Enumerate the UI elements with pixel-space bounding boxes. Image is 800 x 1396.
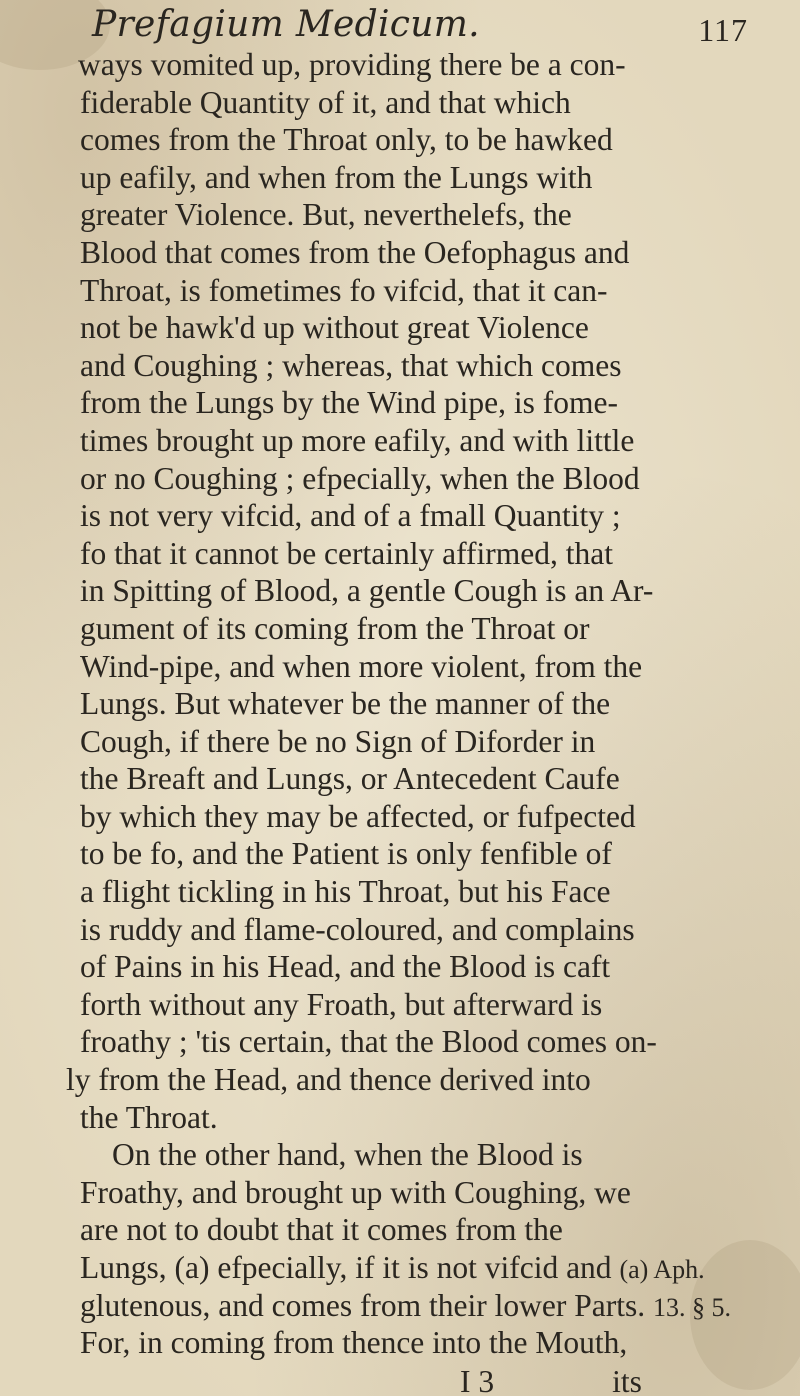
text-line: forth without any Froath, but afterward is xyxy=(80,986,603,1022)
text-line-with-margin-note xyxy=(58,1249,798,1287)
text-line: the Throat. xyxy=(80,1099,218,1135)
text-line: For, in coming from thence into the Mouth, xyxy=(80,1325,628,1361)
text-line: up eafily, and when from the Lungs with xyxy=(80,159,593,195)
text-line: Throat, is fometimes fo vifcid, that it can- xyxy=(80,272,608,308)
body-text xyxy=(58,46,798,1396)
text-line: Blood that comes from the Oefophagus and xyxy=(80,234,630,270)
text-line: of Pains in his Head, and the Blood is caft xyxy=(80,949,611,985)
text-line: gument of its coming from the Throat or xyxy=(80,610,590,646)
text-line: Wind-pipe, and when more violent, from the xyxy=(80,648,643,684)
text-line: Lungs. But whatever be the manner of the xyxy=(80,686,611,722)
text-line: the Breaft and Lungs, or Antecedent Caufe xyxy=(80,761,620,797)
text-line: froathy ; 'tis certain, that the Blood comes on- xyxy=(80,1024,657,1060)
text-line: Froathy, and brought up with Coughing, we xyxy=(80,1174,631,1210)
page-number: 117 xyxy=(698,12,748,48)
text-line: fiderable Quantity of it, and that which xyxy=(80,84,571,120)
text-line: comes from the Throat only, to be hawked xyxy=(80,122,613,158)
running-title: Prefagium Medicum. xyxy=(92,4,480,45)
text-line: ly from the Head, and thence derived into xyxy=(66,1062,591,1098)
page-footer xyxy=(58,1362,798,1396)
text-line: greater Violence. But, neverthelefs, the xyxy=(80,197,572,233)
text-line: from the Lungs by the Wind pipe, is fome- xyxy=(80,385,618,421)
text-line: not be hawk'd up without great Violence xyxy=(80,310,589,346)
text-line: or no Coughing ; efpecially, when the Blood xyxy=(80,460,640,496)
text-line: is not very vifcid, and of a fmall Quantity ; xyxy=(80,498,621,534)
text-line: to be fo, and the Patient is only fenfible of xyxy=(80,836,612,872)
text-line: are not to doubt that it comes from the xyxy=(80,1212,563,1248)
marginal-note: (a) Aph. xyxy=(619,1255,705,1284)
text-line: a flight tickling in his Throat, but his Face xyxy=(80,874,611,910)
signature-mark: I 3 xyxy=(460,1363,495,1396)
text-line: and Coughing ; whereas, that which comes xyxy=(80,347,622,383)
text-line: is ruddy and flame-coloured, and complains xyxy=(80,911,635,947)
catchword: its xyxy=(612,1363,642,1396)
text-line-with-margin-note xyxy=(58,1287,798,1325)
text-line: ways vomited up, providing there be a con- xyxy=(78,47,626,82)
text-line: Lungs, (a) efpecially, if it is not vifcid and xyxy=(80,1250,612,1285)
text-line: On the other hand, when the Blood is xyxy=(112,1137,583,1173)
text-line: times brought up more eafily, and with little xyxy=(80,422,635,458)
text-line: glutenous, and comes from their lower Parts. xyxy=(80,1287,646,1323)
marginal-note: 13. § 5. xyxy=(653,1292,731,1322)
text-line: Cough, if there be no Sign of Diforder in xyxy=(80,723,596,759)
text-line: fo that it cannot be certainly affirmed, that xyxy=(80,535,613,571)
text-line: in Spitting of Blood, a gentle Cough is an Ar- xyxy=(80,573,654,609)
text-line: by which they may be affected, or fufpected xyxy=(80,798,636,834)
